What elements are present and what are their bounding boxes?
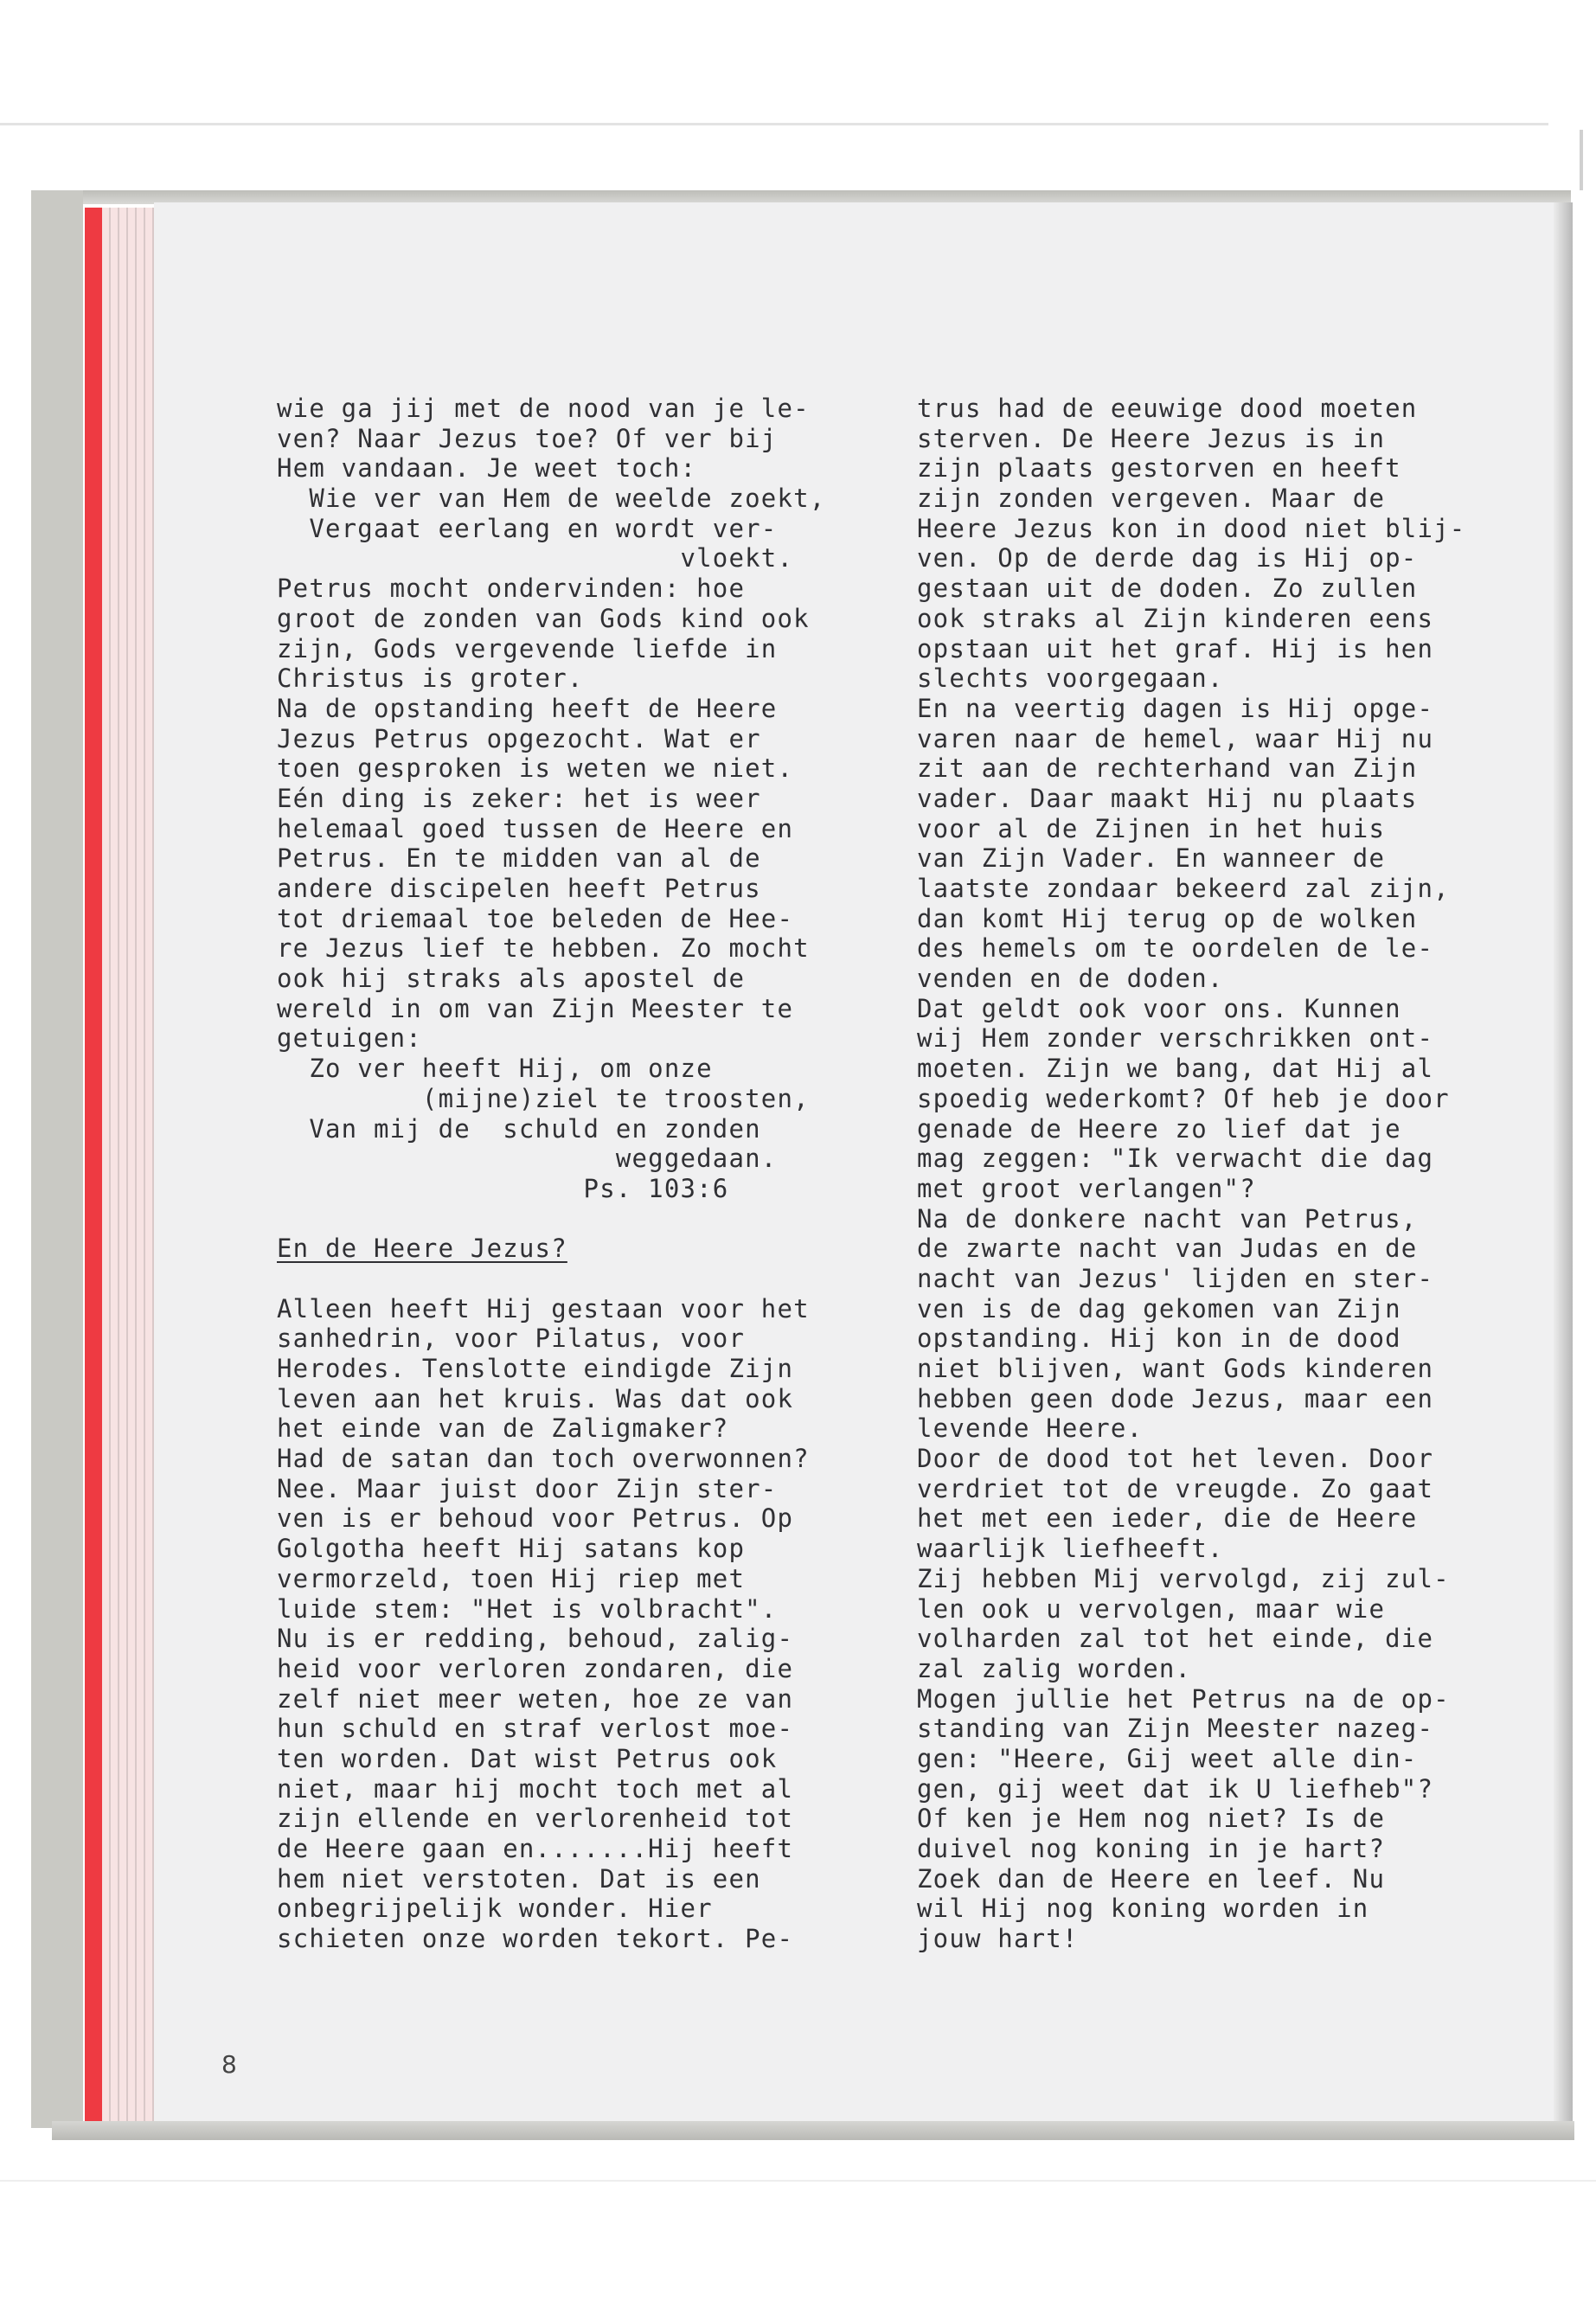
text-line: des hemels om te oordelen de le- <box>917 933 1434 964</box>
text-line: Herodes. Tenslotte eindigde Zijn <box>277 1354 794 1383</box>
text-line: schieten onze worden tekort. Pe- <box>277 1924 794 1954</box>
text-line: vloekt. <box>277 543 794 574</box>
text-line: venden en de doden. <box>917 964 1224 994</box>
text-line: Nee. Maar juist door Zijn ster- <box>277 1473 778 1503</box>
text-line: zal zalig worden. <box>917 1653 1192 1683</box>
text-line: wereld in om van Zijn Meester te <box>277 993 794 1023</box>
text-line: sterven. De Heere Jezus is in <box>917 423 1386 453</box>
text-line: Alleen heeft Hij gestaan voor het <box>277 1293 810 1324</box>
text-line: Na de opstanding heeft de Heere <box>277 693 778 723</box>
text-line: luide stem: "Het is volbracht". <box>277 1593 778 1624</box>
text-line: hun schuld en straf verlost moe- <box>277 1714 794 1744</box>
page-edges <box>102 208 154 2123</box>
text-line: opstanding. Hij kon in de dood <box>917 1324 1401 1354</box>
text-line: Eén ding is zeker: het is weer <box>277 783 761 813</box>
text-line: ven? Naar Jezus toe? Of ver bij <box>277 423 778 453</box>
scan-top-edge <box>0 123 1548 125</box>
text-line: ven is de dag gekomen van Zijn <box>917 1293 1401 1324</box>
text-line: sanhedrin, voor Pilatus, voor <box>277 1324 746 1354</box>
text-line: Na de donkere nacht van Petrus, <box>917 1203 1418 1234</box>
text-line: jouw hart! <box>917 1924 1079 1954</box>
section-heading-text: En de Heere Jezus? <box>277 1234 567 1264</box>
text-line: getuigen: <box>277 1023 422 1054</box>
text-line: laatste zondaar bekeerd zal zijn, <box>917 874 1450 903</box>
text-line: ten worden. Dat wist Petrus ook <box>277 1743 778 1773</box>
text-line <box>277 1204 917 1234</box>
text-line: ven. Op de derde dag is Hij op- <box>917 543 1418 574</box>
text-line: nacht van Jezus' lijden en ster- <box>917 1263 1434 1293</box>
text-line: Petrus. En te midden van al de <box>277 843 761 874</box>
text-line: gen: "Heere, Gij weet alle din- <box>917 1743 1418 1773</box>
text-line: hem niet verstoten. Dat is een <box>277 1863 761 1894</box>
text-line: het met een ieder, die de Heere <box>917 1503 1418 1534</box>
text-line: Heere Jezus kon in dood niet blij- <box>917 513 1466 543</box>
text-line: spoedig wederkomt? Of heb je door <box>917 1083 1450 1113</box>
red-page-edge <box>85 208 102 2126</box>
text-line: duivel nog koning in je hart? <box>917 1834 1386 1863</box>
text-line: len ook u vervolgen, maar wie <box>917 1593 1386 1624</box>
text-line: wie ga jij met de nood van je le- <box>277 394 810 423</box>
text-line: vader. Daar maakt Hij nu plaats <box>917 783 1418 813</box>
text-line: met groot verlangen"? <box>917 1173 1256 1203</box>
text-line: weggedaan. <box>277 1144 778 1174</box>
text-line: Ps. 103:6 <box>277 1173 729 1203</box>
text-line: zijn zonden vergeven. Maar de <box>917 484 1386 514</box>
text-line: de zwarte nacht van Judas en de <box>917 1234 1418 1264</box>
text-line: andere discipelen heeft Petrus <box>277 874 761 903</box>
text-line: Dat geldt ook voor ons. Kunnen <box>917 993 1401 1023</box>
text-line: ook straks al Zijn kinderen eens <box>917 603 1434 633</box>
text-line: En na veertig dagen is Hij opge- <box>917 693 1434 723</box>
text-line: slechts voorgegaan. <box>917 663 1224 694</box>
text-line: heid voor verloren zondaren, die <box>277 1653 794 1683</box>
page-number: 8 <box>221 2050 237 2079</box>
text-line: re Jezus lief te hebben. Zo mocht <box>277 933 810 964</box>
text-line: Petrus mocht ondervinden: hoe <box>277 574 746 604</box>
text-line: wil Hij nog koning worden in <box>917 1894 1369 1924</box>
text-line: Had de satan dan toch overwonnen? <box>277 1444 810 1474</box>
text-line: niet, maar hij mocht toch met al <box>277 1773 794 1804</box>
text-line: Vergaat eerlang en wordt ver- <box>277 513 778 543</box>
text-line: helemaal goed tussen de Heere en <box>277 813 794 843</box>
text-line: Nu is er redding, behoud, zalig- <box>277 1624 794 1654</box>
text-line: Mogen jullie het Petrus na de op- <box>917 1683 1450 1714</box>
text-line: groot de zonden van Gods kind ook <box>277 603 810 633</box>
text-line: zijn plaats gestorven en heeft <box>917 453 1401 484</box>
text-line: Zij hebben Mij vervolgd, zij zul- <box>917 1563 1450 1593</box>
text-line: Hem vandaan. Je weet toch: <box>277 453 697 484</box>
book-bottom-edge <box>52 2121 1574 2140</box>
text-line: onbegrijpelijk wonder. Hier <box>277 1894 713 1924</box>
left-text-column <box>277 394 917 1954</box>
text-line: gestaan uit de doden. Zo zullen <box>917 574 1418 604</box>
text-line: (mijne)ziel te troosten, <box>277 1083 810 1113</box>
text-line <box>277 1264 917 1294</box>
text-line: Golgotha heeft Hij satans kop <box>277 1534 746 1564</box>
right-text-column <box>917 394 1557 1954</box>
text-line: voor al de Zijnen in het huis <box>917 813 1386 843</box>
text-line: wij Hem zonder verschrikken ont- <box>917 1023 1434 1054</box>
text-line: de Heere gaan en.......Hij heeft <box>277 1834 794 1863</box>
scan-bottom-edge <box>0 2180 1596 2182</box>
text-line: Wie ver van Hem de weelde zoekt, <box>277 484 826 514</box>
text-line: zelf niet meer weten, hoe ze van <box>277 1683 794 1714</box>
text-line: Van mij de schuld en zonden <box>277 1113 761 1144</box>
text-line: zit aan de rechterhand van Zijn <box>917 753 1418 784</box>
text-line: standing van Zijn Meester nazeg- <box>917 1714 1434 1744</box>
text-line: waarlijk liefheeft. <box>917 1534 1224 1564</box>
text-line: hebben geen dode Jezus, maar een <box>917 1383 1434 1413</box>
text-line: zijn ellende en verlorenheid tot <box>277 1804 794 1834</box>
text-line: toen gesproken is weten we niet. <box>277 753 794 784</box>
text-line: Zo ver heeft Hij, om onze <box>277 1054 713 1084</box>
text-line: verdriet tot de vreugde. Zo gaat <box>917 1473 1434 1503</box>
text-line: tot driemaal toe beleden de Hee- <box>277 903 794 933</box>
text-line: van Zijn Vader. En wanneer de <box>917 843 1386 874</box>
text-line: leven aan het kruis. Was dat ook <box>277 1383 794 1413</box>
text-line: moeten. Zijn we bang, dat Hij al <box>917 1054 1434 1084</box>
section-heading <box>277 1234 917 1264</box>
text-line: mag zeggen: "Ik verwacht die dag <box>917 1144 1434 1174</box>
text-line: volharden zal tot het einde, die <box>917 1624 1434 1654</box>
text-line: Christus is groter. <box>277 663 584 694</box>
text-line: levende Heere. <box>917 1413 1144 1444</box>
text-line: vermorzeld, toen Hij riep met <box>277 1563 746 1593</box>
text-line: varen naar de hemel, waar Hij nu <box>917 723 1434 753</box>
text-line: Jezus Petrus opgezocht. Wat er <box>277 723 761 753</box>
text-line: ven is er behoud voor Petrus. Op <box>277 1503 794 1534</box>
text-line: niet blijven, want Gods kinderen <box>917 1354 1434 1383</box>
text-line: dan komt Hij terug op de wolken <box>917 903 1418 933</box>
text-line: het einde van de Zaligmaker? <box>277 1413 729 1444</box>
text-line: opstaan uit het graf. Hij is hen <box>917 633 1434 663</box>
text-line: Zoek dan de Heere en leef. Nu <box>917 1863 1386 1894</box>
text-line: trus had de eeuwige dood moeten <box>917 394 1418 423</box>
text-line: ook hij straks als apostel de <box>277 964 746 994</box>
text-line: genade de Heere zo lief dat je <box>917 1113 1401 1144</box>
text-line: Door de dood tot het leven. Door <box>917 1444 1434 1474</box>
text-line: Of ken je Hem nog niet? Is de <box>917 1804 1386 1834</box>
text-line: zijn, Gods vergevende liefde in <box>277 633 778 663</box>
margin-mark <box>1580 130 1583 190</box>
text-line: gen, gij weet dat ik U liefheb"? <box>917 1773 1434 1804</box>
book-spine <box>31 190 83 2128</box>
